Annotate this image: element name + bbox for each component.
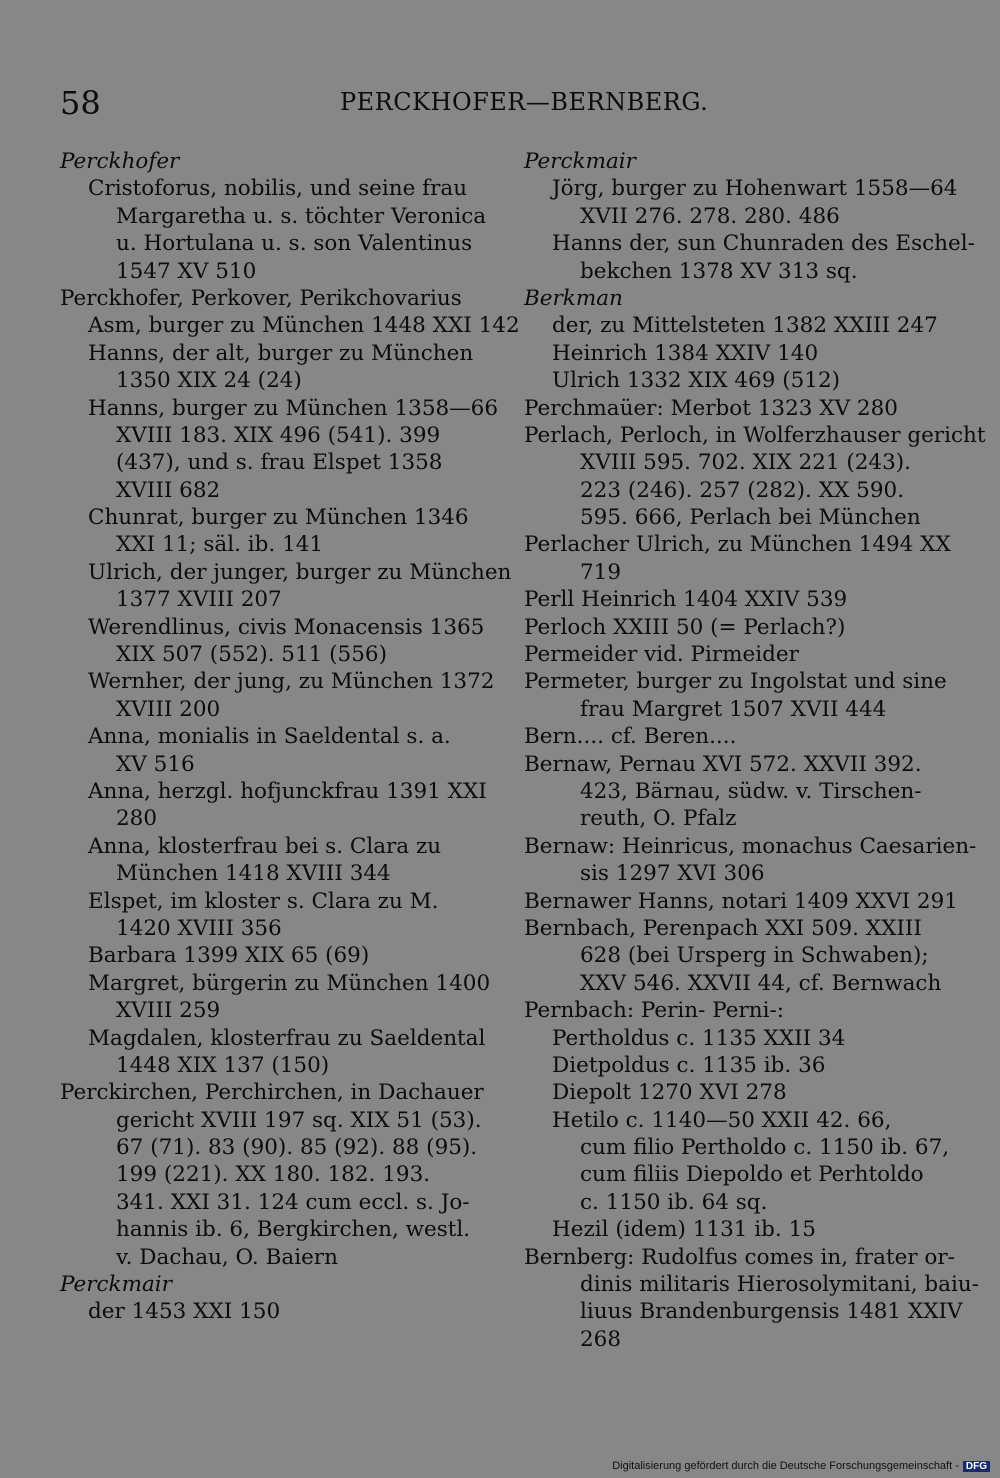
entry-line: 67 (71). 83 (90). 85 (92). 88 (95).	[116, 1135, 478, 1161]
entry-line: Bernaw: Heinricus, monachus Caesarien-	[524, 833, 977, 859]
entry-heading: Perckmair	[60, 1272, 172, 1298]
entry-line: hannis ib. 6, Bergkirchen, westl.	[116, 1217, 471, 1243]
entry-line: Permeter, burger zu Ingolstat und sine	[524, 669, 947, 695]
entry-heading: Perckmair	[524, 149, 636, 174]
right-column	[524, 148, 986, 1353]
entry-line: Hezil (idem) 1131 ib. 15	[552, 1217, 816, 1243]
entry-line: 719	[580, 559, 622, 585]
entry-line: 628 (bei Ursperg in Schwaben);	[580, 943, 929, 969]
entry-line: Perll Heinrich 1404 XXIV 539	[524, 587, 848, 613]
running-head: PERCKHOFER—BERNBERG.	[340, 88, 709, 116]
entry-line: der, zu Mittelsteten 1382 XXIII 247	[552, 313, 938, 339]
entry-line: Anna, herzgl. hofjunckfrau 1391 XXI	[88, 778, 487, 804]
entry-line: 280	[116, 806, 158, 832]
entry-line: Hanns, der alt, burger zu München	[88, 340, 474, 366]
entry-line: Bernberg: Rudolfus comes in, frater or-	[524, 1244, 955, 1270]
entry-line: bekchen 1378 XV 313 sq.	[580, 258, 858, 284]
entry-line: 223 (246). 257 (282). XX 590.	[580, 477, 905, 503]
entry-line: Ulrich 1332 XIX 469 (512)	[552, 368, 841, 394]
page-number: 58	[60, 84, 101, 122]
entry-line: gericht XVIII 197 sq. XIX 51 (53).	[116, 1107, 482, 1133]
entry-line: Anna, monialis in Saeldental s. a.	[88, 724, 451, 750]
entry-line: XXI 11; säl. ib. 141	[116, 532, 324, 558]
entry-line: Bernawer Hanns, notari 1409 XXVI 291	[524, 888, 958, 914]
entry-line: Barbara 1399 XIX 65 (69)	[88, 943, 370, 969]
entry-line: 341. XXI 31. 124 cum eccl. s. Jo-	[116, 1189, 470, 1215]
entry-line: XVIII 259	[116, 998, 221, 1024]
entry-line: Asm, burger zu München 1448 XXI 142	[88, 313, 520, 339]
entry-line: XV 516	[116, 751, 195, 777]
entry-line: Cristoforus, nobilis, und seine frau	[88, 176, 468, 202]
entry-line: Pernbach: Perin- Perni-:	[524, 998, 784, 1024]
entry-line: Perloch XXIII 50 (= Perlach?)	[524, 614, 846, 640]
entry-line: Magdalen, klosterfrau zu Saeldental	[88, 1025, 486, 1051]
entry-line: Chunrat, burger zu München 1346	[88, 505, 469, 531]
entry-line: Bern.... cf. Beren....	[524, 724, 737, 750]
entry-line: Perlach, Perloch, in Wolferzhauser gericht	[524, 422, 986, 448]
entry-line: XVIII 200	[116, 696, 221, 722]
entry-line: 199 (221). XX 180. 182. 193.	[116, 1162, 431, 1188]
entry-line: Dietpoldus c. 1135 ib. 36	[552, 1052, 826, 1078]
entry-line: XVIII 183. XIX 496 (541). 399	[116, 422, 441, 448]
entry-line: Perchmaüer: Merbot 1323 XV 280	[524, 395, 898, 421]
entry-line: XXV 546. XXVII 44, cf. Bernwach	[580, 970, 942, 996]
entry-line: XVIII 595. 702. XIX 221 (243).	[580, 450, 912, 476]
footer-credit: Digitalisierung gefördert durch die Deutsche Forschungsgemeinschaft -	[612, 1460, 959, 1472]
entry-line: 1547 XV 510	[116, 258, 257, 284]
entry-line: Bernbach, Perenpach XXI 509. XXIII	[524, 915, 922, 941]
entry-line: Margaretha u. s. töchter Veronica	[116, 203, 487, 229]
entry-line: Anna, klosterfrau bei s. Clara zu	[88, 833, 442, 859]
entry-heading: Berkman	[524, 285, 623, 311]
entry-line: Heinrich 1384 XXIV 140	[552, 340, 819, 366]
entry-line: Perckirchen, Perchirchen, in Dachauer	[60, 1080, 484, 1106]
entry-line: 1350 XIX 24 (24)	[116, 368, 302, 394]
entry-line: XIX 507 (552). 511 (556)	[116, 642, 387, 668]
entry-line: dinis militaris Hierosolymitani, baiu-	[580, 1272, 979, 1298]
entry-line: Hanns der, sun Chunraden des Eschel-	[552, 231, 975, 257]
dfg-logo: DFG	[963, 1461, 990, 1472]
entry-line: frau Margret 1507 XVII 444	[580, 696, 887, 722]
entry-line: u. Hortulana u. s. son Valentinus	[116, 231, 473, 257]
entry-line: XVII 276. 278. 280. 486	[580, 203, 840, 229]
entry-line: Ulrich, der junger, burger zu München	[88, 559, 512, 585]
entry-line: liuus Brandenburgensis 1481 XXIV	[580, 1299, 963, 1325]
entry-line: Elspet, im kloster s. Clara zu M.	[88, 888, 439, 914]
entry-line: 1420 XVIII 356	[116, 915, 282, 941]
entry-line: XVIII 682	[116, 477, 221, 503]
entry-line: cum filio Pertholdo c. 1150 ib. 67,	[580, 1135, 950, 1161]
entry-line: Wernher, der jung, zu München 1372	[88, 669, 495, 695]
entry-line: 595. 666, Perlach bei München	[580, 505, 921, 531]
entry-line: Werendlinus, civis Monacensis 1365	[88, 614, 485, 640]
entry-line: c. 1150 ib. 64 sq.	[580, 1189, 768, 1215]
entry-line: Diepolt 1270 XVI 278	[552, 1080, 787, 1106]
entry-line: Bernaw, Pernau XVI 572. XXVII 392.	[524, 751, 922, 777]
left-column	[60, 148, 520, 1326]
entry-line: der 1453 XXI 150	[88, 1299, 281, 1325]
entry-line: (437), und s. frau Elspet 1358	[116, 450, 443, 476]
entry-line: Margret, bürgerin zu München 1400	[88, 970, 491, 996]
entry-line: 423, Bärnau, südw. v. Tirschen-	[580, 778, 922, 804]
entry-line: sis 1297 XVI 306	[580, 861, 765, 887]
footer	[612, 1460, 990, 1472]
entry-line: 268	[580, 1326, 622, 1352]
entry-line: v. Dachau, O. Baiern	[116, 1244, 338, 1270]
entry-line: cum filiis Diepoldo et Perhtoldo	[580, 1162, 924, 1188]
entry-line: Permeider vid. Pirmeider	[524, 642, 799, 668]
entry-line: Hetilo c. 1140—50 XXII 42. 66,	[552, 1107, 892, 1133]
entry-line: Perlacher Ulrich, zu München 1494 XX	[524, 532, 951, 558]
entry-line: Pertholdus c. 1135 XXII 34	[552, 1025, 846, 1051]
entry-line: Jörg, burger zu Hohenwart 1558—64	[552, 176, 958, 202]
entry-line: Hanns, burger zu München 1358—66	[88, 395, 499, 421]
entry-line: 1448 XIX 137 (150)	[116, 1052, 330, 1078]
entry-line: 1377 XVIII 207	[116, 587, 282, 613]
entry-line: Perckhofer, Perkover, Perikchovarius	[60, 285, 462, 311]
entry-heading: Perckhofer	[60, 149, 180, 174]
entry-line: München 1418 XVIII 344	[116, 861, 391, 887]
entry-line: reuth, O. Pfalz	[580, 806, 737, 832]
